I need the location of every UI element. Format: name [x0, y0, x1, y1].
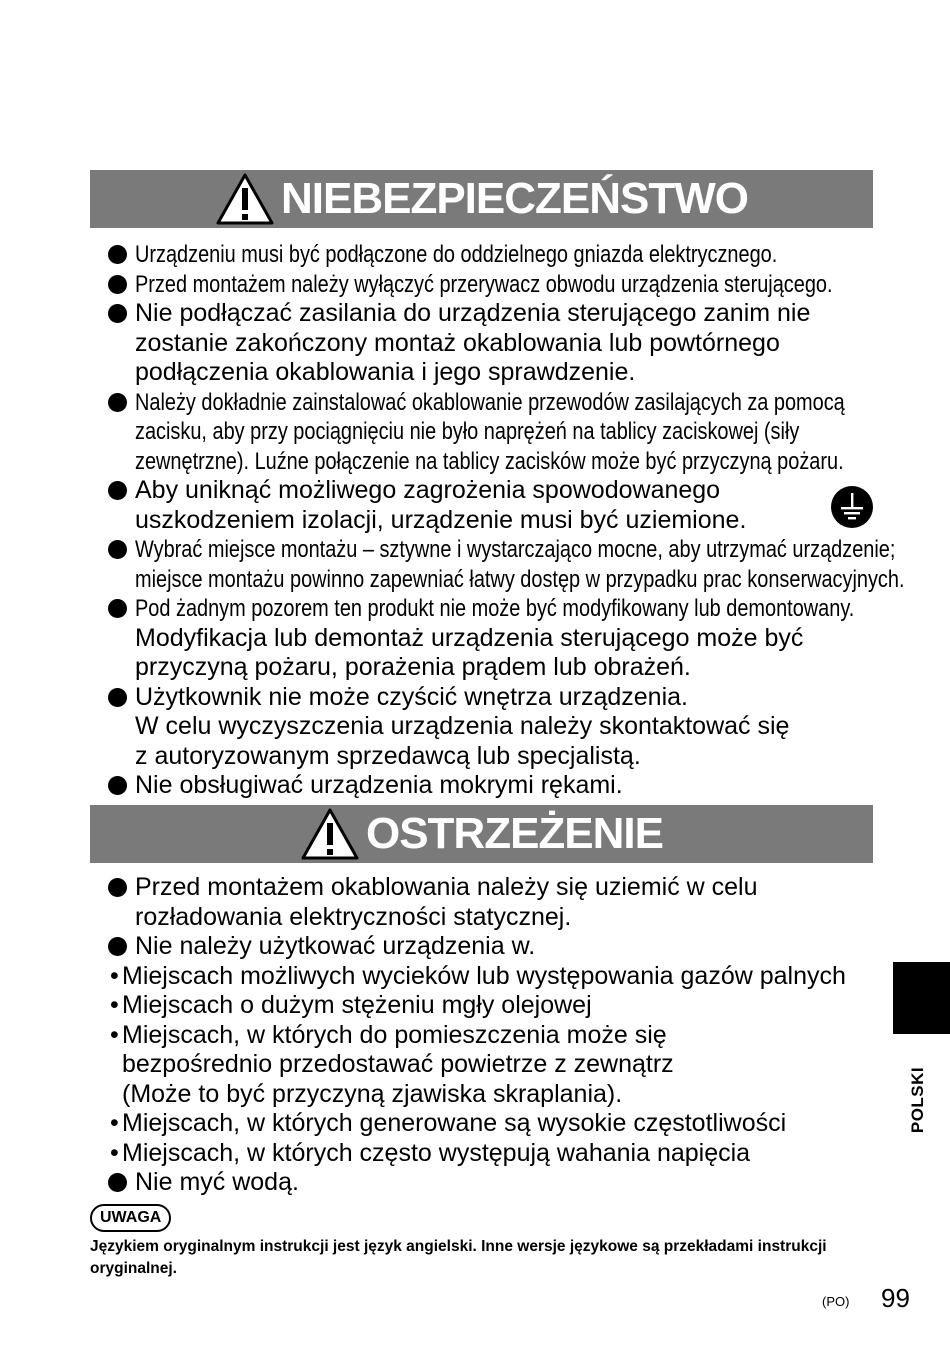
warning-banner [90, 805, 873, 863]
bullet-dot [108, 540, 127, 559]
list-item-line: z autoryzowanym sprzedawcą lub specjalistą. [135, 741, 641, 770]
list-item [108, 1021, 846, 1110]
list-item-line: zewnętrzne). Luźne połączenie na tablicy zacisków może być przyczyną pożaru. [135, 447, 844, 475]
list-item-line: Pod żadnym pozorem ten produkt nie może być modyfikowany lub demontowany. [135, 595, 855, 622]
language-tab [893, 962, 950, 1034]
warning-triangle-icon [300, 807, 360, 861]
list-item-line: Nie myć wodą. [135, 1168, 299, 1196]
list-item-line: Użytkownik nie może czyścić wnętrza urządzenia. [135, 682, 688, 711]
list-item [108, 240, 950, 270]
list-item-line: rozładowania elektryczności statycznej. [135, 902, 572, 931]
list-item [108, 535, 950, 594]
list-item [108, 991, 846, 1021]
list-item [108, 594, 950, 624]
list-item-line: zostanie zakończony montaż okablowania lub powtórnego [135, 328, 780, 357]
list-item-line: miejsce montażu powinno zapewniać łatwy dostęp w przypadku prac konserwacyjnych. [135, 565, 905, 593]
list-item [108, 388, 950, 477]
note-text: Językiem oryginalnym instrukcji jest język angielski. Inne wersje językowe są przekładami instrukcji oryginalnej. [90, 1238, 827, 1277]
list-item-line: Miejscach o dużym stężeniu mgły olejowej [122, 991, 592, 1019]
list-item-line: bezpośrednio przedostawać powietrze z zewnątrz [122, 1050, 674, 1078]
list-item-line: W celu wyczyszczenia urządzenia należy skontaktować się [135, 712, 790, 740]
warning-triangle-icon [215, 172, 275, 226]
ground-symbol-icon [830, 485, 874, 529]
bullet-dot [108, 481, 127, 500]
danger-title: NIEBEZPIECZEŃSTWO [280, 174, 749, 223]
list-item-line: uszkodzeniem izolacji, urządzenie musi być uziemione. [135, 505, 747, 534]
list-item-line: Miejscach możliwych wycieków lub występowania gazów palnych [122, 961, 846, 990]
list-item-line: Przed montażem okablowania należy się uziemić w celu [135, 873, 758, 901]
bullet-dot [108, 878, 127, 897]
bullet-dot [108, 599, 127, 618]
list-item [108, 624, 950, 683]
list-item-line: Wybrać miejsce montażu – sztywne i wystarczająco mocne, aby utrzymać urządzenie; [135, 536, 896, 563]
list-item-line: Miejscach, w których generowane są wysokie częstotliwości [122, 1109, 787, 1137]
bullet-dot [108, 393, 127, 412]
list-item-line: (Może to być przyczyną zjawiska skraplania). [122, 1079, 623, 1108]
list-item-line: Nie obsługiwać urządzenia mokrymi rękami. [135, 771, 623, 799]
bullet-dot [108, 275, 127, 294]
list-item [108, 962, 846, 992]
sub-bullet: • [110, 1138, 119, 1167]
bullet-dot [108, 245, 127, 264]
footer-code: (PO) [822, 1294, 850, 1309]
bullet-dot [108, 776, 127, 795]
list-item-line: Miejscach, w których do pomieszczenia może się [122, 1020, 667, 1049]
list-item-line: Aby uniknąć możliwego zagrożenia spowodowanego [135, 476, 721, 504]
sub-bullet: • [110, 1020, 119, 1049]
warning-title: OSTRZEŻENIE [365, 809, 664, 858]
list-item [108, 873, 846, 932]
list-item-line: przyczyną pożaru, porażenia prądem lub obrażeń. [135, 653, 691, 681]
list-item [108, 1139, 846, 1169]
list-item [108, 932, 846, 962]
list-item [108, 1168, 846, 1198]
list-item [108, 299, 950, 388]
list-item [108, 1109, 846, 1139]
sub-bullet: • [110, 961, 119, 990]
page-number: 99 [881, 1283, 910, 1313]
list-item-line: Modyfikacja lub demontaż urządzenia sterującego może być [135, 623, 804, 652]
language-label: POLSKI [908, 1066, 928, 1134]
list-item-line: Miejscach, w których często występują wahania napięcia [122, 1138, 751, 1167]
list-item-line: podłączenia okablowania i jego sprawdzenie. [135, 358, 636, 386]
list-item-line: Nie podłączać zasilania do urządzenia sterującego zanim nie [135, 299, 811, 327]
list-item-line: Urządzeniu musi być podłączone do oddzielnego gniazda elektrycznego. [135, 241, 778, 268]
warning-list [108, 873, 846, 1198]
bullet-dot [108, 304, 127, 323]
list-item-line: zacisku, aby przy pociągnięciu nie było naprężeń na tablicy zaciskowej (siły [135, 418, 800, 445]
danger-list [108, 240, 950, 801]
list-item [108, 683, 950, 772]
bullet-dot [108, 688, 127, 707]
list-item [108, 270, 950, 300]
bullet-dot [108, 937, 127, 956]
sub-bullet: • [110, 991, 119, 1019]
list-item [108, 476, 950, 535]
sub-bullet: • [110, 1109, 119, 1137]
note-badge: UWAGA [90, 1204, 171, 1232]
list-item-line: Nie należy użytkować urządzenia w. [135, 932, 536, 960]
list-item [108, 771, 950, 801]
list-item-line: Przed montażem należy wyłączyć przerywacz obwodu urządzenia sterującego. [135, 270, 833, 298]
danger-banner [90, 170, 873, 228]
list-item-line: Należy dokładnie zainstalować okablowanie przewodów zasilających za pomocą [135, 388, 845, 416]
bullet-dot [108, 1173, 127, 1192]
